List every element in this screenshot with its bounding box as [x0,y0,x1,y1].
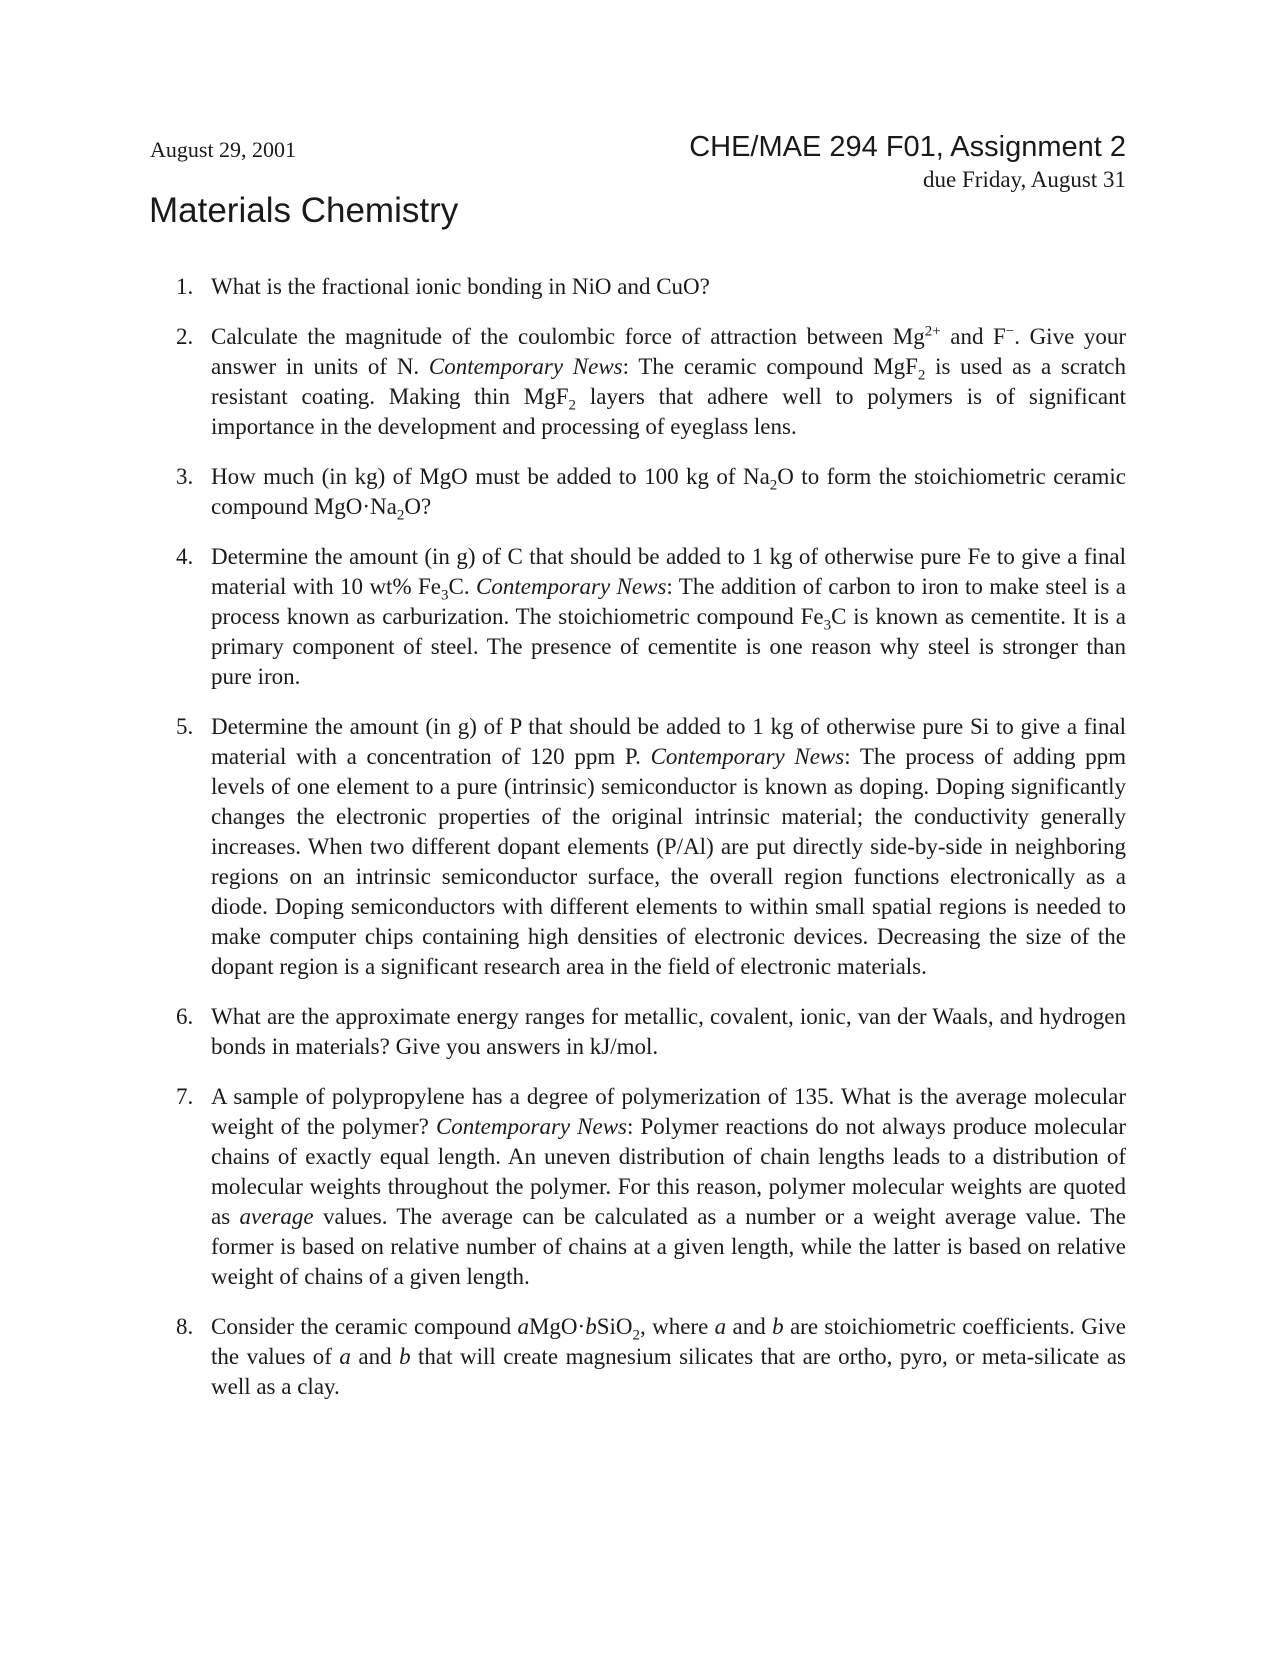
problem-text: Calculate the magnitude of the coulombic force of attraction between $Mg^{2+}$ and F−. Give your answer in units of N. Contemporary News: The ceramic compound MgF$_2$ is used as a scratch resistant coating. Making thin MgF$_2$ layers that adhere well to polymers is of significant importance in the development and processing of eyeglass lens. [211,323,1127,439]
problem-number: 6. [176,1004,194,1029]
problem-number: 8. [176,1314,194,1339]
problem-item [150,712,1126,982]
problem-number: 5. [176,714,194,739]
problem-text: A sample of polypropylene has a degree of polymerization of 135. What is the average molecular weight of the polymer? Contemporary News: Polymer reactions do not always produce molecular chains of exactly equal length. An uneven distribution of chain lengths leads to a distribution of molecular weights throughout the polymer. For this reason, polymer molecular weights are quoted as average values. The average can be calculated as a number or a weight average value. The former is based on relative number of chains at a given length, while the latter is based on relative weight of chains of a given length. [211,1084,1127,1289]
problem-number: 3. [176,464,194,489]
problem-number: 2. [176,324,194,349]
problem-item [150,272,1126,302]
problem-list [150,272,1126,1422]
problem-text: How much (in kg) of MgO must be added to 100 kg of $Na_2O$ to form the stoichiometric ceramic compound $MgO\cdot Na_2O$? [211,464,1126,524]
problem-text: Determine the amount (in g) of C that should be added to 1 kg of otherwise pure Fe to give a final material with 10 wt% $Fe_3C$. Contemporary News: The addition of carbon to iron to make steel is a process known as carburization. The stoichiometric compound $Fe_3C$ is known as cementite. It is a primary component of steel. The presence of cementite is one reason why steel is stronger than pure iron. [211,544,1126,689]
problem-number: 4. [176,544,194,569]
problem-number: 7. [176,1084,194,1109]
problem-text: Determine the amount (in g) of P that should be added to 1 kg of otherwise pure Si to give a final material with a concentration of 120 ppm P. Contemporary News: The process of adding ppm levels of one element to a pure (intrinsic) semiconductor is known as doping. Doping significantly changes the electronic properties of the original intrinsic material; the conductivity generally increases. When two different dopant elements (P/Al) are put directly side-by-side in neighboring regions on an intrinsic semiconductor surface, the overall region functions electronically as a diode. Doping semiconductors with different elements to within small spatial regions is needed to make computer chips containing high densities of electronic devices. Decreasing the size of the dopant region is a significant research area in the field of electronic materials. [211,714,1127,979]
date: August 29, 2001 [150,137,297,162]
document-title: Materials Chemistry [149,191,459,230]
due-date: due Friday, August 31 [923,167,1126,192]
problem-item [150,542,1126,692]
course-title: CHE/MAE 294 F01, Assignment 2 [689,131,1126,163]
problem-text: What is the fractional ionic bonding in NiO and CuO? [211,274,710,299]
problem-item [150,1312,1126,1402]
problem-item [150,1082,1126,1292]
problem-item [150,322,1126,442]
problem-item [150,1002,1126,1062]
problem-text: What are the approximate energy ranges for metallic, covalent, ionic, van der Waals, and hydrogen bonds in materials? Give you answers in kJ/mol. [211,1004,1126,1059]
problem-number: 1. [176,274,194,299]
problem-text: Consider the ceramic compound aMgO·bSiO$_2$, where a and b are stoichiometric coefficients. Give the values of a and b that will create magnesium silicates that are ortho, pyro, or meta-silicate as well as a clay. [211,1314,1126,1399]
problem-item [150,462,1126,522]
